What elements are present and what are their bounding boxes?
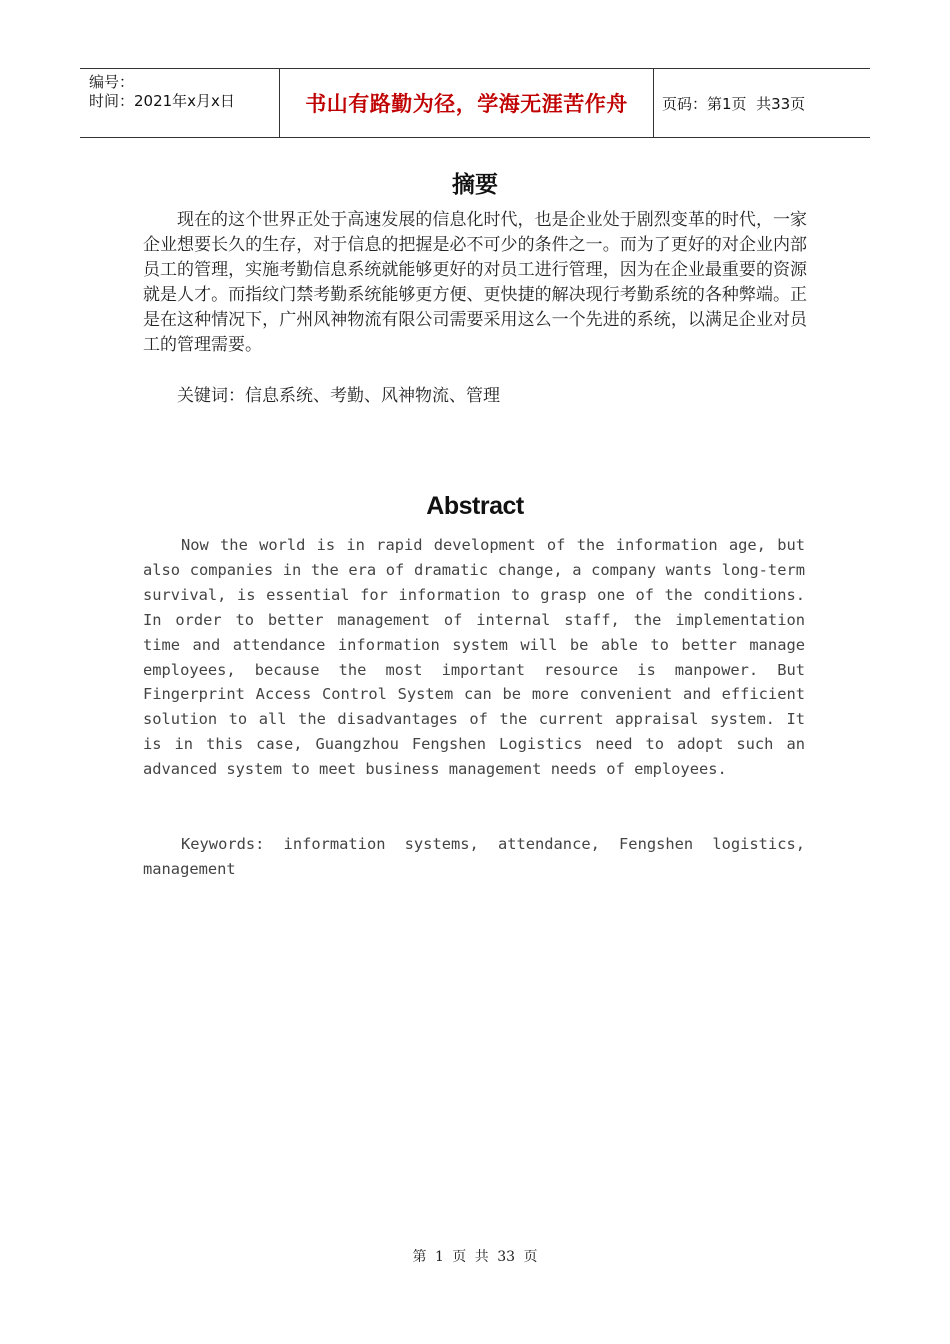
abstract-en-body: Now the world is in rapid development of the information age, but also companies in the era of dramatic change, a company wants long-term survival, is essential for information to grasp one of the conditions. In order to better management of internal staff, the implementation time and attendance information system will be able to better manage employees, because the most important resource is manpower. But Fingerprint Access Control System can be more convenient and efficient solution to all the disadvantages of the current appraisal system. It is in this case, Guangzhou Fengshen Logistics need to adopt such an advanced system to meet business management needs of employees. <box>143 536 805 779</box>
page-header <box>80 68 870 138</box>
page-info-text: 页码：第1页 共33页 <box>662 94 806 113</box>
abstract-en-title: Abstract <box>426 492 524 520</box>
serial-label: 编号： <box>89 73 135 91</box>
header-meta <box>80 69 280 137</box>
header-page-info <box>654 69 870 137</box>
abstract-cn-body: 现在的这个世界正处于高速发展的信息化时代，也是企业处于剧烈变革的时代，一家企业想要长久的生存，对于信息的把握是必不可少的条件之一。而为了更好的对企业内部员工的管理，实施考勤信息系统就能够更好的对员工进行管理，因为在企业最重要的资源就是人才。而指纹门禁考勤系统能够更方便、更快捷的解决现行考勤系统的各种弊端。正是在这种情况下，广州风神物流有限公司需要采用这么一个先进的系统，以满足企业对员工的管理需要。 <box>143 210 807 355</box>
header-motto: 书山有路勤为径，学海无涯苦作舟 <box>280 69 654 137</box>
abstract-cn-keywords: 关键词：信息系统、考勤、风神物流、管理 <box>177 386 500 406</box>
page-footer: 第 1 页 共 33 页 <box>412 1249 538 1265</box>
abstract-cn-title: 摘要 <box>452 172 498 198</box>
date-line: 时间：2021年x月x日 <box>89 92 235 110</box>
abstract-en-keywords: Keywords: information systems, attendance, Fengshen logistics, management <box>143 835 805 878</box>
